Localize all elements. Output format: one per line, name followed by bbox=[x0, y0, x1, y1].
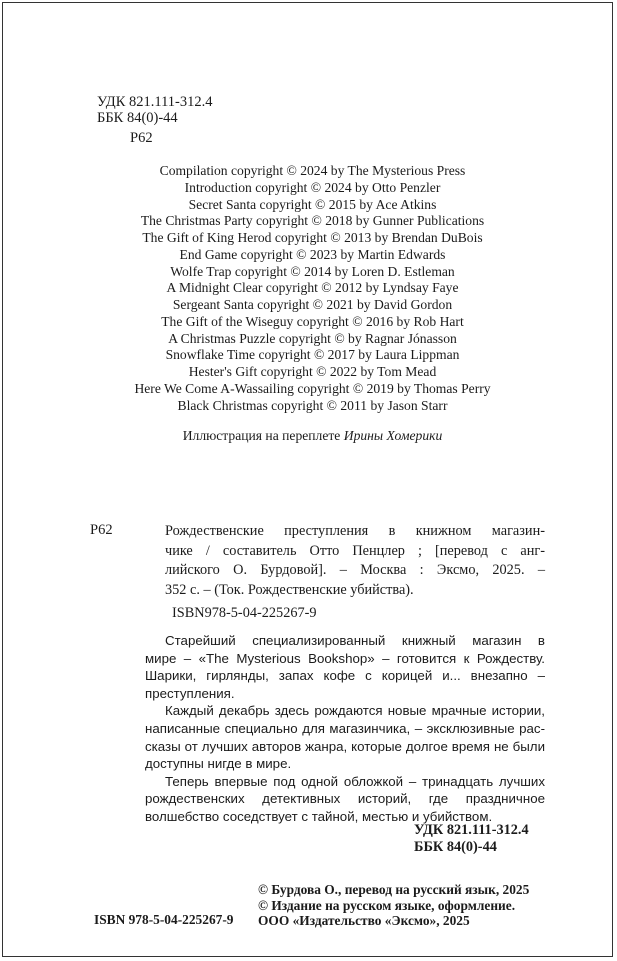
annotation-line: написанные специально для магазинчика, – эксклюзивные рас- bbox=[145, 720, 545, 736]
annotation-line: доступны нигде в мире. bbox=[145, 756, 292, 772]
bbk-code: ББК 84(0)-44 bbox=[97, 110, 178, 126]
footer-copyrights bbox=[258, 882, 529, 929]
annotation-line: Теперь впервые под одной обложкой – тринадцать лучших bbox=[165, 773, 545, 789]
translation-copyright: © Бурдова О., перевод на русский язык, 2025 bbox=[258, 882, 530, 897]
annotation-line: рождественских детективных историй, где праздничное bbox=[145, 791, 545, 807]
copyright-line: Sergeant Santa copyright © 2021 by David Gordon bbox=[172, 297, 453, 312]
catalog-line: лийского О. Бурдовой]. – Москва : Эксмо, 2025. – bbox=[165, 562, 545, 579]
footer-classification bbox=[414, 822, 529, 855]
illustration-prefix: Иллюстрация на переплете bbox=[182, 428, 344, 443]
catalog-isbn: ISBN978-5-04-225267-9 bbox=[172, 605, 317, 621]
annotation-line: преступления. bbox=[145, 685, 235, 701]
copyright-line: The Christmas Party copyright © 2018 by Gunner Publications bbox=[140, 213, 485, 229]
illustration-credit bbox=[60, 428, 565, 444]
copyright-list bbox=[60, 163, 565, 414]
copyright-line: End Game copyright © 2023 by Martin Edwards bbox=[179, 246, 446, 262]
classification-header bbox=[97, 94, 213, 126]
annotation bbox=[145, 632, 545, 826]
copyright-line: Wolfe Trap copyright © 2014 by Loren D. Estleman bbox=[170, 263, 455, 279]
author-mark: Р62 bbox=[130, 130, 153, 146]
illustration-artist: Ирины Хомерики bbox=[343, 428, 443, 443]
copyright-line: Black Christmas copyright © 2011 by Jason Starr bbox=[177, 397, 448, 413]
annotation-line: Шарики, гирлянды, запах кофе с корицей и... внезапно – bbox=[145, 668, 545, 684]
copyright-line: A Midnight Clear copyright © 2012 by Lyndsay Faye bbox=[166, 280, 459, 296]
copyright-line: Secret Santa copyright © 2015 by Ace Atkins bbox=[188, 196, 437, 212]
catalog-line: Рождественские преступления в книжном магазин- bbox=[165, 523, 545, 539]
annotation-line: Старейший специализированный книжный магазин в bbox=[165, 633, 545, 648]
udk-code: УДК 821.111-312.4 bbox=[97, 94, 213, 110]
annotation-line: Каждый декабрь здесь рождаются новые мрачные истории, bbox=[165, 703, 545, 719]
catalog-code: Р62 bbox=[90, 522, 113, 538]
footer-udk: УДК 821.111-312.4 bbox=[414, 822, 529, 838]
copyright-line: Introduction copyright © 2024 by Otto Penzler bbox=[184, 179, 441, 195]
catalog-line: чике / составитель Отто Пенцлер ; [перевод с анг- bbox=[165, 542, 545, 559]
annotation-line: волшебство соседствует с тайной, местью и убийством. bbox=[145, 808, 493, 824]
publisher-copyright: ООО «Издательство «Эксмо», 2025 bbox=[258, 913, 470, 928]
copyright-line: The Gift of the Wiseguy copyright © 2016 by Rob Hart bbox=[161, 313, 464, 329]
copyright-line: The Gift of King Herod copyright © 2013 by Brendan DuBois bbox=[142, 230, 483, 245]
footer-isbn: ISBN 978-5-04-225267-9 bbox=[94, 912, 234, 927]
annotation-line: мире – «The Mysterious Bookshop» – готовится к Рождеству. bbox=[145, 650, 545, 666]
footer-bbk: ББК 84(0)-44 bbox=[414, 838, 497, 855]
edition-copyright: © Издание на русском языке, оформление. bbox=[258, 897, 516, 913]
copyright-line: Snowflake Time copyright © 2017 by Laura Lippman bbox=[165, 347, 460, 363]
catalog-entry bbox=[165, 522, 545, 601]
copyright-line: Here We Come A-Wassailing copyright © 2019 by Thomas Perry bbox=[134, 380, 491, 396]
copyright-line: Hester's Gift copyright © 2022 by Tom Mead bbox=[188, 364, 437, 379]
copyright-line: A Christmas Puzzle copyright © by Ragnar Jónasson bbox=[168, 330, 457, 346]
catalog-line: 352 с. – (Ток. Рождественские убийства). bbox=[165, 582, 414, 599]
annotation-line: сказы от лучших авторов жанра, которые долгое время не были bbox=[145, 738, 545, 754]
copyright-line: Compilation copyright © 2024 by The Mysterious Press bbox=[159, 163, 466, 178]
